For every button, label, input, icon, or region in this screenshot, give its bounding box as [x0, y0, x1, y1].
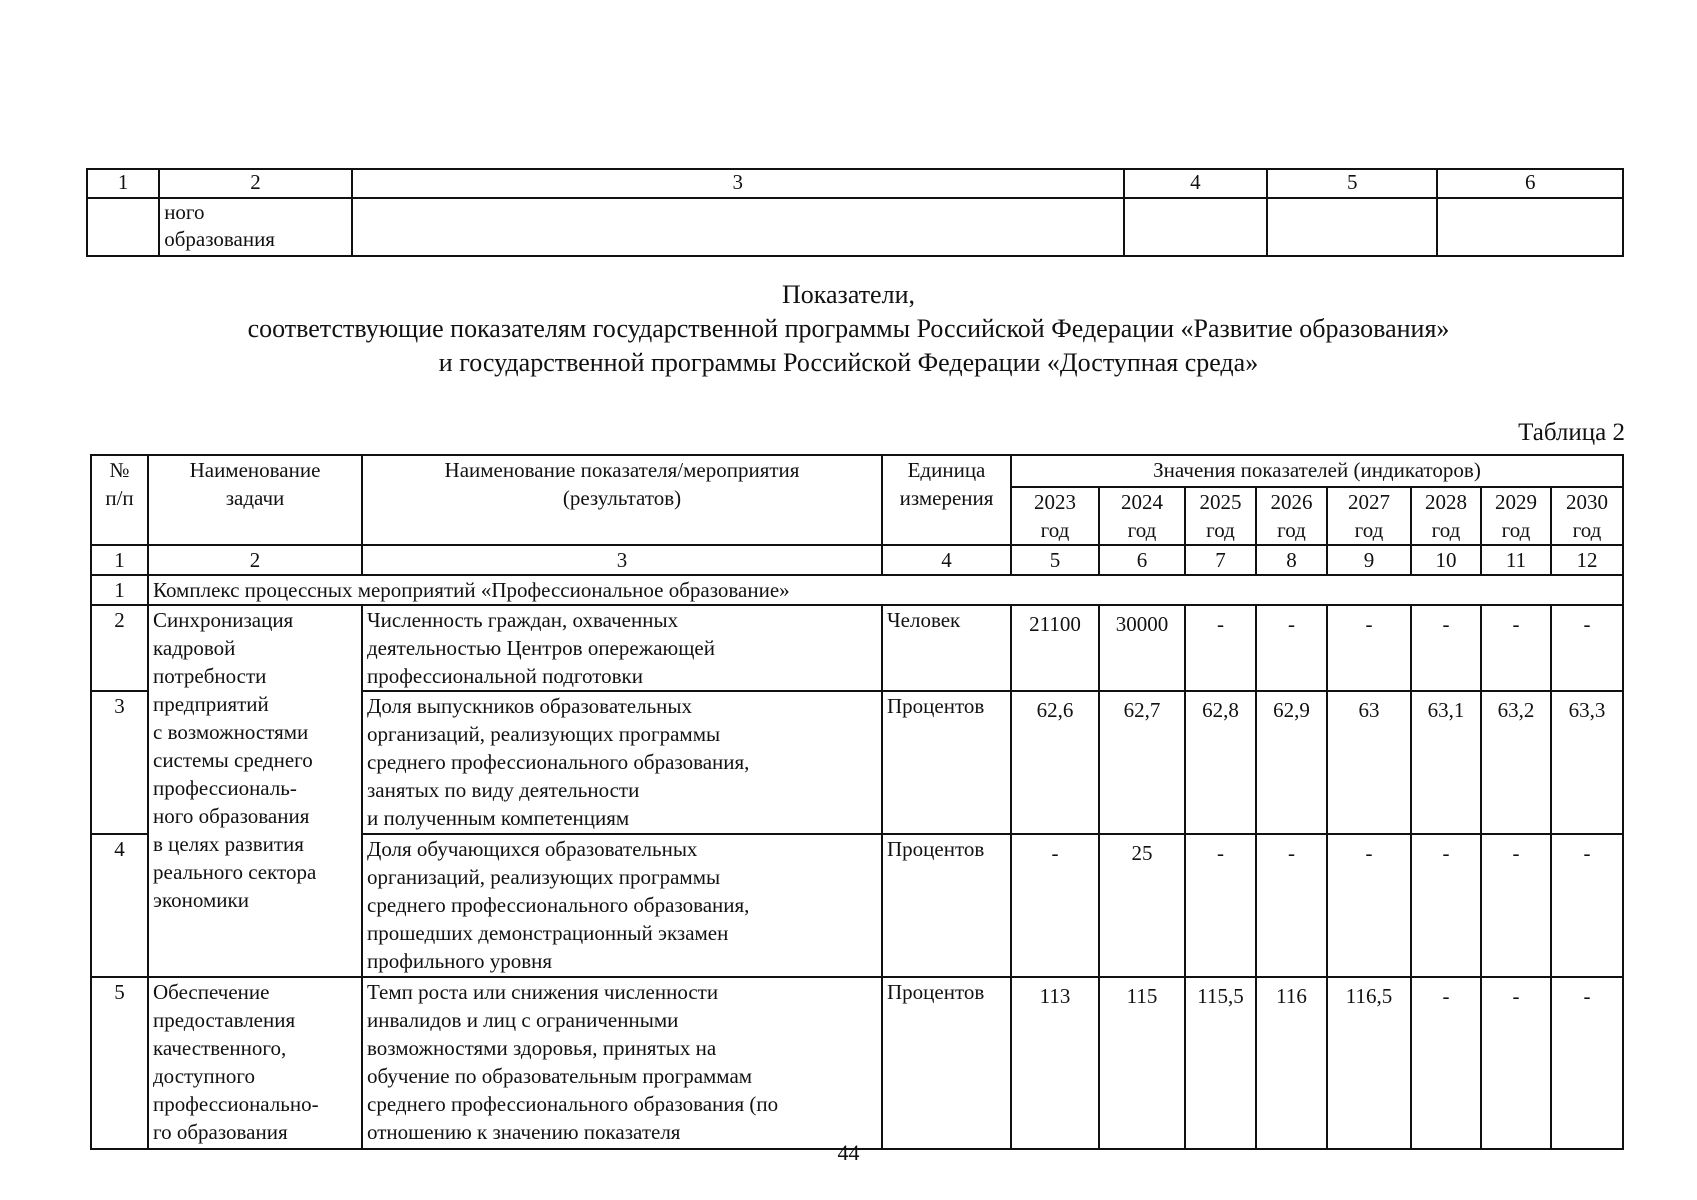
header-indicator — [362, 455, 882, 545]
value-cell: - — [1481, 605, 1551, 691]
header-text: Наименование — [189, 458, 321, 482]
row-number: 1 — [91, 575, 148, 605]
table-row — [91, 605, 1623, 691]
value-cell: - — [1256, 834, 1327, 977]
row-number: 2 — [91, 605, 148, 691]
value-cell: 25 — [1099, 834, 1185, 977]
col-number: 6 — [1437, 169, 1623, 198]
row-number: 3 — [91, 691, 148, 834]
value-cell: - — [1185, 605, 1256, 691]
col-number: 4 — [882, 545, 1011, 575]
col-number: 10 — [1411, 545, 1481, 575]
document-title — [0, 278, 1697, 380]
value-cell: - — [1185, 834, 1256, 977]
header-year: 2026 год — [1256, 487, 1327, 545]
value-cell: 115,5 — [1185, 977, 1256, 1149]
unit-cell: Процентов — [882, 977, 1011, 1149]
indicator-cell: Доля обучающихся образовательных организаций, реализующих программы среднего профессионального образования, прошедших демонстрационный экзамен профильного уровня — [362, 834, 882, 977]
text-line: ного — [164, 200, 205, 224]
header-year: 2028 год — [1411, 487, 1481, 545]
unit-cell: Человек — [882, 605, 1011, 691]
header-text: п/п — [105, 486, 134, 510]
empty-cell — [352, 198, 1124, 256]
value-cell: - — [1327, 605, 1411, 691]
header-text: задачи — [225, 486, 285, 510]
value-cell: - — [1551, 977, 1623, 1149]
table-caption: Таблица 2 — [1518, 419, 1625, 446]
table-row — [91, 977, 1623, 1149]
unit-cell: Процентов — [882, 691, 1011, 834]
value-cell: - — [1411, 605, 1481, 691]
unit-cell: Процентов — [882, 834, 1011, 977]
value-cell: - — [1256, 605, 1327, 691]
value-cell: 62,8 — [1185, 691, 1256, 834]
col-number: 4 — [1124, 169, 1267, 198]
value-cell: - — [1011, 834, 1099, 977]
empty-cell — [1267, 198, 1437, 256]
value-cell: - — [1411, 977, 1481, 1149]
value-cell: 116,5 — [1327, 977, 1411, 1149]
col-number: 6 — [1099, 545, 1185, 575]
column-number-row — [87, 169, 1623, 198]
header-row — [91, 455, 1623, 487]
value-cell: 21100 — [1011, 605, 1099, 691]
header-year: 2023 год — [1011, 487, 1099, 545]
value-cell: - — [1551, 605, 1623, 691]
header-text: Единица — [907, 458, 986, 482]
header-text: измерения — [899, 486, 994, 510]
value-cell: 30000 — [1099, 605, 1185, 691]
text-line: образования — [164, 227, 275, 251]
col-number: 9 — [1327, 545, 1411, 575]
value-cell: 63 — [1327, 691, 1411, 834]
header-num — [91, 455, 148, 545]
page-number: 44 — [837, 1140, 860, 1165]
col-number: 7 — [1185, 545, 1256, 575]
col-number: 3 — [362, 545, 882, 575]
row-number: 5 — [91, 977, 148, 1149]
value-cell: - — [1481, 977, 1551, 1149]
column-number-row — [91, 545, 1623, 575]
value-cell: 62,7 — [1099, 691, 1185, 834]
col-number: 2 — [148, 545, 362, 575]
row-number: 4 — [91, 834, 148, 977]
header-text: (результатов) — [562, 486, 682, 510]
value-cell: 63,1 — [1411, 691, 1481, 834]
task-cell: Синхронизация кадровой потребности предприятий с возможностями системы среднего профессиональ- ного образования в целях развития реального сектора экономики — [148, 605, 362, 977]
col-number: 2 — [159, 169, 352, 198]
header-unit — [882, 455, 1011, 545]
col-number: 3 — [352, 169, 1124, 198]
value-cell: 63,2 — [1481, 691, 1551, 834]
col-number: 5 — [1267, 169, 1437, 198]
header-year: 2024 год — [1099, 487, 1185, 545]
indicators-table — [90, 454, 1624, 1150]
title-line: Показатели, — [782, 280, 915, 309]
section-title: Комплекс процессных мероприятий «Профессиональное образование» — [148, 575, 1623, 605]
empty-cell — [87, 198, 159, 256]
task-fragment-cell — [159, 198, 352, 256]
header-year: 2030 год — [1551, 487, 1623, 545]
header-year: 2027 год — [1327, 487, 1411, 545]
header-year: 2029 год — [1481, 487, 1551, 545]
value-cell: 116 — [1256, 977, 1327, 1149]
table-row — [87, 198, 1623, 256]
col-number: 5 — [1011, 545, 1099, 575]
value-cell: - — [1551, 834, 1623, 977]
col-number: 11 — [1481, 545, 1551, 575]
value-cell: - — [1481, 834, 1551, 977]
continuation-table — [86, 168, 1624, 257]
task-cell: Обеспечение предоставления качественного, доступного профессионально- го образования — [148, 977, 362, 1149]
section-row — [91, 575, 1623, 605]
indicator-cell: Доля выпускников образовательных организаций, реализующих программы среднего профессионального образования, занятых по виду деятельности и полученным компетенциям — [362, 691, 882, 834]
value-cell: - — [1327, 834, 1411, 977]
header-task — [148, 455, 362, 545]
value-cell: 63,3 — [1551, 691, 1623, 834]
indicator-cell: Темп роста или снижения численности инвалидов и лиц с ограниченными возможностями здоровья, принятых на обучение по образовательным программам среднего профессионального образования (по отношению к значению показателя — [362, 977, 882, 1149]
value-cell: 115 — [1099, 977, 1185, 1149]
empty-cell — [1124, 198, 1267, 256]
col-number: 12 — [1551, 545, 1623, 575]
value-cell: - — [1411, 834, 1481, 977]
value-cell: 62,6 — [1011, 691, 1099, 834]
empty-cell — [1437, 198, 1623, 256]
title-line: соответствующие показателям государственной программы Российской Федерации «Развитие образования» — [247, 314, 1450, 343]
value-cell: 113 — [1011, 977, 1099, 1149]
title-line: и государственной программы Российской Федерации «Доступная среда» — [438, 348, 1259, 377]
header-values-group: Значения показателей (индикаторов) — [1011, 455, 1623, 487]
header-text: Наименование показателя/мероприятия — [444, 458, 800, 482]
indicator-cell: Численность граждан, охваченных деятельностью Центров опережающей профессиональной подготовки — [362, 605, 882, 691]
value-cell: 62,9 — [1256, 691, 1327, 834]
col-number: 1 — [91, 545, 148, 575]
col-number: 1 — [87, 169, 159, 198]
col-number: 8 — [1256, 545, 1327, 575]
header-year: 2025 год — [1185, 487, 1256, 545]
header-text: № — [109, 458, 130, 482]
